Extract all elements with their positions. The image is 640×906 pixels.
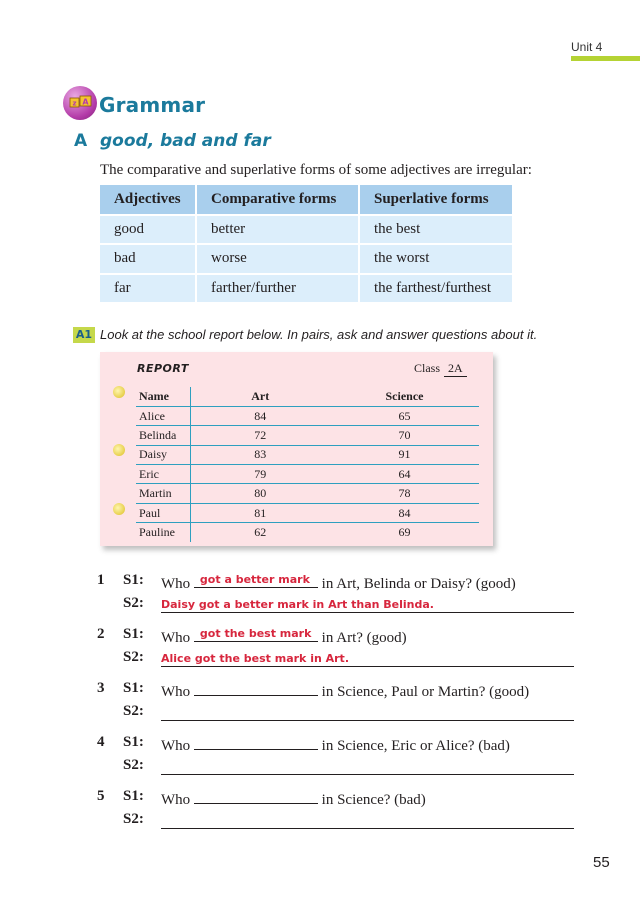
section-title: good, bad and far <box>100 131 271 151</box>
filled-answer: got a better mark <box>199 573 310 586</box>
table-cell: the best <box>359 215 513 245</box>
question-rest: in Science? (bad) <box>321 792 426 808</box>
speaker-s1: S1: <box>123 680 144 696</box>
answer-blank[interactable] <box>194 626 318 642</box>
grammar-badge-icon <box>63 86 97 120</box>
answer-line[interactable] <box>161 757 574 775</box>
art-mark: 79 <box>190 465 330 484</box>
question-text <box>161 626 407 647</box>
question-number: 1 <box>97 572 105 588</box>
table-row <box>136 503 479 522</box>
science-mark: 84 <box>330 503 479 522</box>
report-header-science: Science <box>330 387 479 406</box>
question-number: 4 <box>97 734 105 750</box>
question-who: Who <box>161 738 191 754</box>
speaker-s2: S2: <box>123 811 144 827</box>
science-mark: 70 <box>330 426 479 445</box>
speaker-s1: S1: <box>123 734 144 750</box>
grammar-heading: Grammar <box>99 93 206 117</box>
report-header-row <box>136 387 479 406</box>
speaker-s2: S2: <box>123 703 144 719</box>
header-adjectives: Adjectives <box>100 185 196 215</box>
student-name: Eric <box>136 465 190 484</box>
speaker-s1: S1: <box>123 626 144 642</box>
unit-accent-bar <box>571 56 640 61</box>
table-cell: far <box>100 274 196 304</box>
table-row <box>136 406 479 425</box>
report-title: REPORT <box>137 362 189 375</box>
table-row <box>100 244 513 274</box>
question-rest: in Science, Paul or Martin? (good) <box>321 684 530 700</box>
answer-blank[interactable] <box>194 572 318 588</box>
page-number: 55 <box>593 854 610 871</box>
table-cell: better <box>196 215 359 245</box>
table-cell: the farthest/furthest <box>359 274 513 304</box>
answer-blank[interactable] <box>194 734 318 750</box>
filled-answer: Daisy got a better mark in Art than Belinda. <box>161 598 434 611</box>
section-intro: The comparative and superlative forms of some adjectives are irregular: <box>100 162 532 178</box>
answer-line[interactable] <box>161 595 574 613</box>
report-header-name: Name <box>136 387 190 406</box>
science-mark: 78 <box>330 484 479 503</box>
student-name: Paul <box>136 503 190 522</box>
question-text <box>161 788 426 809</box>
binder-hole-icon <box>113 444 125 456</box>
question-who: Who <box>161 630 191 646</box>
binder-hole-icon <box>113 386 125 398</box>
question-number: 3 <box>97 680 105 696</box>
report-header-art: Art <box>190 387 330 406</box>
svg-text:A: A <box>82 97 89 107</box>
answer-line[interactable] <box>161 811 574 829</box>
question-number: 5 <box>97 788 105 804</box>
table-row <box>136 484 479 503</box>
speaker-s1: S1: <box>123 788 144 804</box>
question-text <box>161 680 529 701</box>
art-mark: 84 <box>190 406 330 425</box>
header-comparative: Comparative forms <box>196 185 359 215</box>
answer-line[interactable] <box>161 649 574 667</box>
answer-blank[interactable] <box>194 788 318 804</box>
school-report-card <box>100 352 493 546</box>
adjectives-table <box>100 185 514 304</box>
table-row <box>136 523 479 542</box>
student-name: Daisy <box>136 445 190 464</box>
table-cell: worse <box>196 244 359 274</box>
question-who: Who <box>161 792 191 808</box>
art-mark: 83 <box>190 445 330 464</box>
art-mark: 62 <box>254 525 267 540</box>
table-row <box>136 426 479 445</box>
report-table <box>136 387 479 542</box>
table-row <box>136 445 479 464</box>
art-mark: 81 <box>190 503 330 522</box>
science-mark: 65 <box>330 406 479 425</box>
question-text <box>161 734 510 755</box>
student-name: Alice <box>136 406 190 425</box>
report-class-label: Class <box>414 361 441 375</box>
activity-instruction: Look at the school report below. In pairs, ask and answer questions about it. <box>100 327 538 342</box>
speaker-s2: S2: <box>123 649 144 665</box>
question-text <box>161 572 516 593</box>
question-who: Who <box>161 684 191 700</box>
header-superlative: Superlative forms <box>359 185 513 215</box>
table-cell: the worst <box>359 244 513 274</box>
student-name: Martin <box>136 484 190 503</box>
art-mark: 72 <box>190 426 330 445</box>
question-rest: in Science, Eric or Alice? (bad) <box>321 738 510 754</box>
question-rest: in Art? (good) <box>321 630 407 646</box>
filled-answer: Alice got the best mark in Art. <box>161 652 349 665</box>
report-class-value: 2A <box>444 361 467 377</box>
answer-blank[interactable] <box>194 680 318 696</box>
science-mark: 69 <box>398 525 411 540</box>
art-mark: 80 <box>190 484 330 503</box>
student-name: Belinda <box>136 426 190 445</box>
table-row <box>100 215 513 245</box>
unit-label: Unit 4 <box>571 40 603 54</box>
table-cell: farther/further <box>196 274 359 304</box>
svg-text:z: z <box>72 99 77 108</box>
student-name: Pauline <box>136 523 190 542</box>
science-mark: 64 <box>330 465 479 484</box>
question-rest: in Art, Belinda or Daisy? (good) <box>321 576 516 592</box>
section-letter: A <box>74 131 88 151</box>
binder-hole-icon <box>113 503 125 515</box>
speaker-s2: S2: <box>123 595 144 611</box>
table-cell: good <box>100 215 196 245</box>
speaker-s2: S2: <box>123 757 144 773</box>
speaker-s1: S1: <box>123 572 144 588</box>
question-who: Who <box>161 576 191 592</box>
table-row <box>100 274 513 304</box>
adjectives-table-header <box>100 185 513 215</box>
filled-answer: got the best mark <box>199 627 312 640</box>
table-row <box>136 465 479 484</box>
science-mark: 91 <box>330 445 479 464</box>
report-class <box>414 361 467 377</box>
answer-line[interactable] <box>161 703 574 721</box>
activity-badge: A1 <box>73 327 95 343</box>
table-cell: bad <box>100 244 196 274</box>
question-number: 2 <box>97 626 105 642</box>
